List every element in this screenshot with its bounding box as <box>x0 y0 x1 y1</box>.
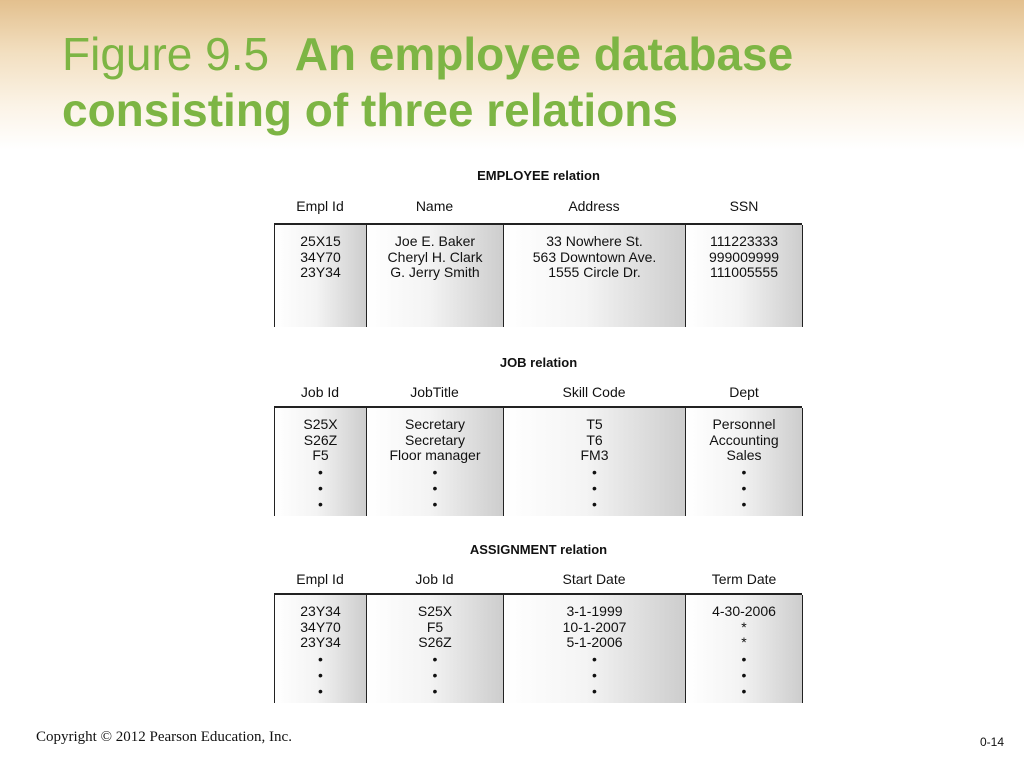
assignment-header-emplid: Empl Id <box>296 571 344 587</box>
table-cell: Personnel <box>712 416 776 432</box>
employee-header-emplid: Empl Id <box>296 198 344 214</box>
table-cell: 3-1-1999 <box>566 603 623 619</box>
table-cell: 25X15 <box>300 233 341 249</box>
table-cell: 999009999 <box>708 248 780 265</box>
continuation-dots: • • • <box>318 650 323 699</box>
job-table <box>274 406 802 516</box>
table-cell: F5 <box>426 618 444 635</box>
table-cell: 10-1-2007 <box>562 618 627 635</box>
table-cell: S26Z <box>303 431 338 448</box>
assignment-col-startdate <box>503 595 685 703</box>
table-cell: 563 Downtown Ave. <box>532 248 657 265</box>
continuation-dots: • • • <box>432 650 438 699</box>
table-cell: 34Y70 <box>300 618 341 635</box>
table-cell: Sales <box>726 447 762 463</box>
employee-relation-caption: EMPLOYEE relation <box>477 168 600 183</box>
job-col-skillcode <box>503 408 685 516</box>
employee-header-address: Address <box>568 198 620 214</box>
assignment-header-termdate: Term Date <box>711 571 777 587</box>
table-cell: * <box>741 634 747 650</box>
job-col-jobid <box>274 408 366 516</box>
assignment-header-startdate: Start Date <box>562 571 626 587</box>
continuation-dots: • • • <box>741 463 747 512</box>
table-cell: 34Y70 <box>300 248 341 265</box>
employee-col-address <box>503 225 685 327</box>
job-header-dept: Dept <box>729 384 759 400</box>
copyright-notice: Copyright © 2012 Pearson Education, Inc. <box>36 729 292 745</box>
table-cell: F5 <box>312 447 329 463</box>
job-headers <box>274 384 803 404</box>
table-cell: Secretary <box>405 431 465 448</box>
employee-col-ssn <box>685 225 803 327</box>
job-relation-caption: JOB relation <box>499 355 578 370</box>
table-cell: G. Jerry Smith <box>390 264 480 280</box>
title-text: An employee database consisting of three relations <box>62 28 794 136</box>
table-cell: FM3 <box>580 447 609 463</box>
table-cell: * <box>741 618 747 635</box>
page-number: 0-14 <box>979 735 1004 749</box>
table-cell: T5 <box>586 416 603 432</box>
job-col-jobtitle <box>366 408 503 516</box>
employee-header-name: Name <box>415 198 454 214</box>
table-cell: 1555 Circle Dr. <box>548 264 641 280</box>
title-figure-number: Figure 9.5 <box>62 28 270 80</box>
table-cell: Floor manager <box>389 447 481 463</box>
table-cell: Joe E. Baker <box>394 233 476 249</box>
table-cell: 5-1-2006 <box>566 634 623 650</box>
table-cell: S25X <box>417 603 453 619</box>
assignment-col-termdate <box>685 595 803 703</box>
assignment-headers <box>274 571 803 591</box>
continuation-dots: • • • <box>318 463 323 512</box>
job-col-dept <box>685 408 803 516</box>
job-header-jobtitle: JobTitle <box>410 384 459 400</box>
table-cell: S26Z <box>418 634 452 650</box>
employee-col-name <box>366 225 503 327</box>
table-cell: 23Y34 <box>300 264 341 280</box>
table-cell: 33 Nowhere St. <box>546 233 643 249</box>
table-cell: T6 <box>586 431 603 448</box>
assignment-header-jobid: Job Id <box>415 571 454 587</box>
table-cell: Secretary <box>405 416 465 432</box>
table-cell: S25X <box>303 416 338 432</box>
table-cell: Cheryl H. Clark <box>387 248 483 265</box>
table-cell: Accounting <box>709 431 779 448</box>
continuation-dots: • • • <box>592 650 597 699</box>
employee-table <box>274 223 802 327</box>
table-cell: 4-30-2006 <box>712 603 776 619</box>
employee-headers <box>274 198 803 218</box>
table-cell: 23Y34 <box>300 603 341 619</box>
assignment-col-emplid <box>274 595 366 703</box>
employee-header-ssn: SSN <box>729 198 759 214</box>
employee-col-emplid <box>274 225 366 327</box>
job-header-jobid: Job Id <box>300 384 340 400</box>
table-cell: 23Y34 <box>300 634 341 650</box>
table-cell: 111005555 <box>710 264 778 280</box>
continuation-dots: • • • <box>432 463 438 512</box>
table-cell: 111223333 <box>710 233 778 249</box>
assignment-relation-caption: ASSIGNMENT relation <box>469 542 608 557</box>
continuation-dots: • • • <box>741 650 747 699</box>
continuation-dots: • • • <box>592 463 597 512</box>
assignment-col-jobid <box>366 595 503 703</box>
job-header-skillcode: Skill Code <box>562 384 626 400</box>
slide-title <box>62 26 1002 138</box>
assignment-table <box>274 593 802 703</box>
